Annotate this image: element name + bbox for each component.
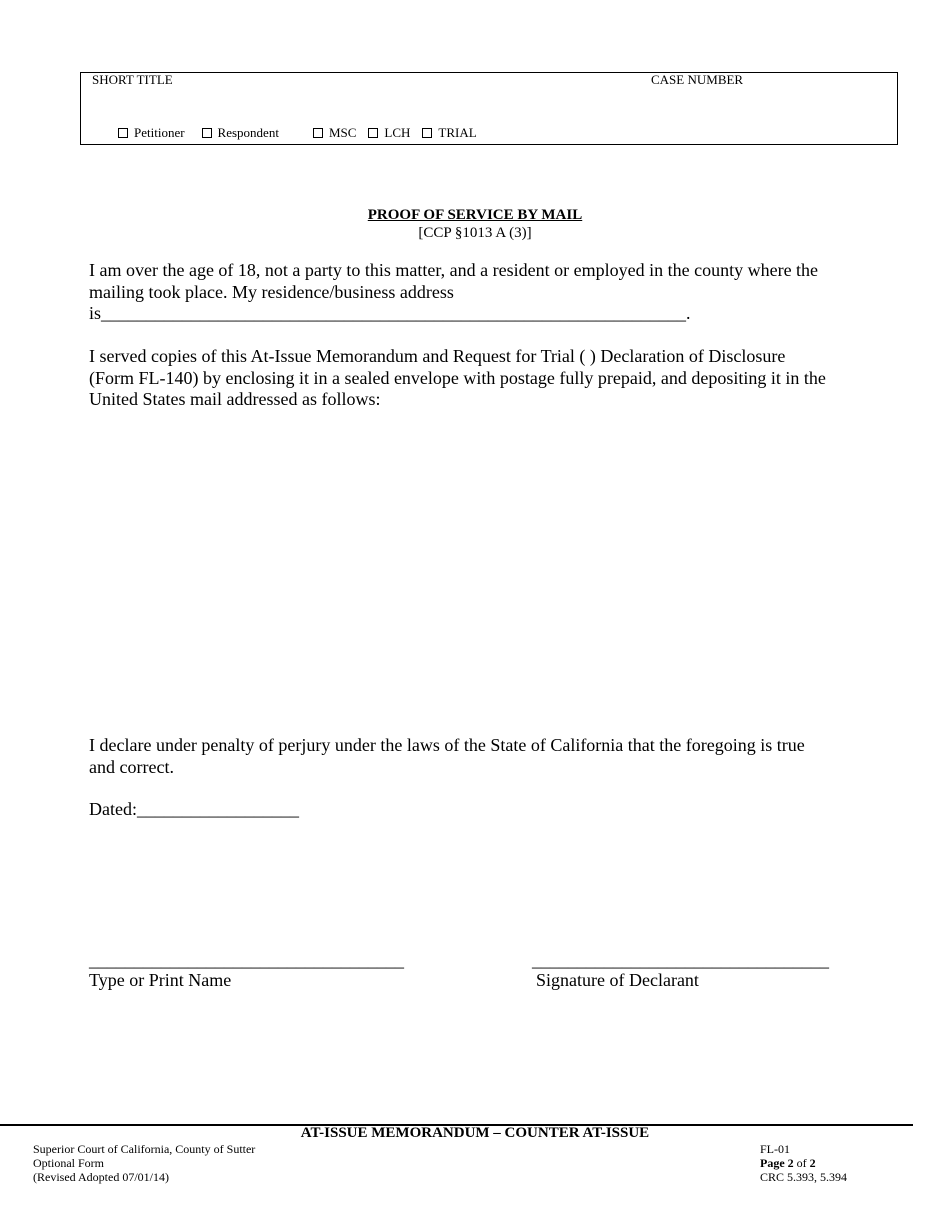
print-name-label: Type or Print Name	[89, 970, 232, 990]
section-citation: [CCP §1013 A (3)]	[418, 225, 532, 241]
checkbox-square-icon[interactable]	[313, 128, 323, 138]
footer-court: Superior Court of California, County of Sutter	[33, 1142, 256, 1156]
petitioner-label: Petitioner	[134, 125, 185, 140]
footer-title: AT-ISSUE MEMORANDUM – COUNTER AT-ISSUE	[300, 1125, 650, 1141]
declare-line2: and correct.	[89, 756, 174, 777]
footer-optional: Optional Form	[33, 1156, 104, 1170]
respondent-label: Respondent	[217, 125, 279, 140]
declare-line1: I declare under penalty of perjury under the laws of the State of California that the foregoing is true	[89, 735, 805, 755]
checkbox-square-icon[interactable]	[118, 128, 128, 138]
signature-label: Signature of Declarant	[536, 970, 699, 990]
print-name-line[interactable]: ___________________________________	[89, 950, 404, 970]
msc-checkbox[interactable]	[313, 125, 356, 141]
page-total: 2	[809, 1156, 816, 1170]
paragraph-residence	[89, 260, 869, 325]
footer-left	[33, 1142, 255, 1184]
case-number-label: CASE NUMBER	[651, 72, 744, 87]
paragraph-service	[89, 346, 869, 411]
lch-label: LCH	[384, 125, 411, 140]
footer-right	[760, 1142, 847, 1184]
trial-checkbox[interactable]	[422, 125, 476, 141]
para2-line3: United States mail addressed as follows:	[89, 389, 381, 409]
para1-line2: mailing took place. My residence/business address	[89, 281, 454, 302]
address-fill-line[interactable]: is_________________________________________________________________.	[89, 303, 691, 323]
section-title-text: PROOF OF SERVICE BY MAIL	[367, 207, 583, 223]
page-num: 2	[787, 1156, 794, 1170]
para1-line1: I am over the age of 18, not a party to this matter, and a resident or employed in the county where the	[89, 260, 819, 280]
footer-form-id: FL-01	[760, 1142, 790, 1156]
paragraph-declaration	[89, 735, 869, 778]
party-checkbox-row	[118, 125, 477, 141]
footer-crc: CRC 5.393, 5.394	[760, 1170, 848, 1184]
para2-line1: I served copies of this At-Issue Memorandum and Request for Trial ( ) Declaration of Disclosure	[89, 346, 786, 366]
checkbox-square-icon[interactable]	[422, 128, 432, 138]
lch-checkbox[interactable]	[368, 125, 410, 141]
footer-revised: (Revised Adopted 07/01/14)	[33, 1170, 169, 1184]
footer-page-number	[760, 1156, 847, 1170]
short-title-label: SHORT TITLE	[92, 72, 173, 87]
dated-field[interactable]: Dated:__________________	[89, 799, 299, 819]
section-title	[0, 207, 950, 224]
checkbox-square-icon[interactable]	[368, 128, 378, 138]
page-word: Page	[760, 1156, 785, 1170]
msc-label: MSC	[328, 125, 357, 140]
respondent-checkbox[interactable]	[202, 125, 279, 141]
page-of: of	[796, 1156, 807, 1170]
signature-line[interactable]: _________________________________	[532, 950, 829, 970]
trial-label: TRIAL	[438, 125, 477, 140]
petitioner-checkbox[interactable]	[118, 125, 185, 141]
para2-line2: (Form FL-140) by enclosing it in a sealed envelope with postage fully prepaid, and depositing it in the	[89, 367, 826, 388]
checkbox-square-icon[interactable]	[202, 128, 212, 138]
